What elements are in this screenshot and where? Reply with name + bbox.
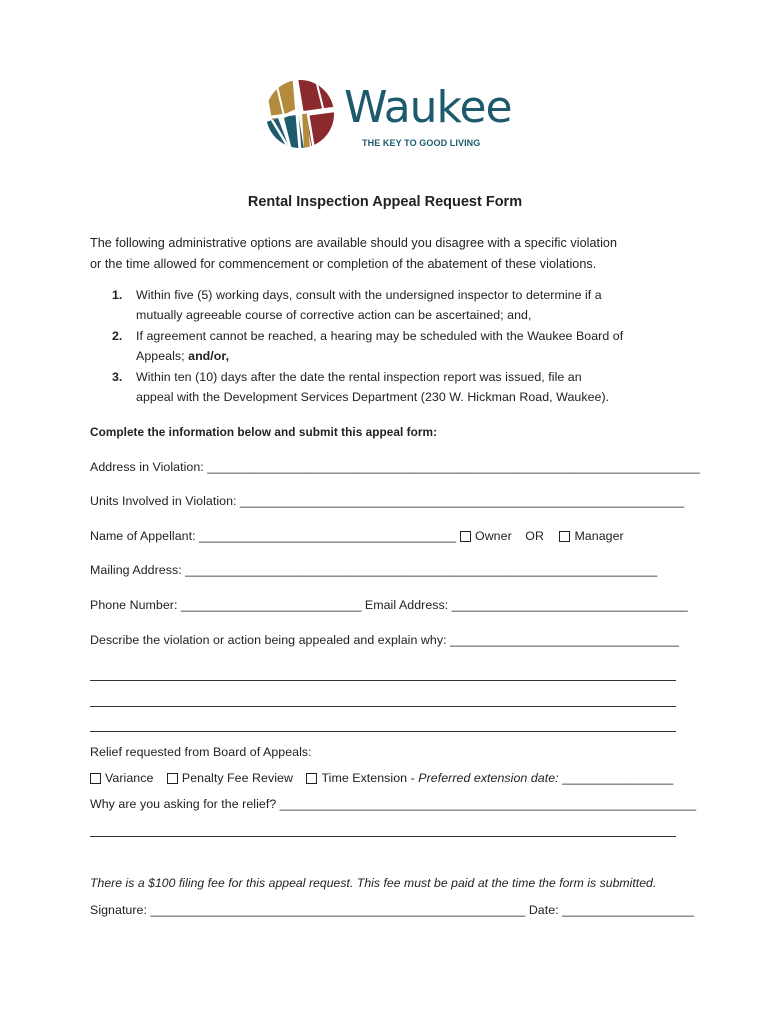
describe-line-1[interactable] <box>90 680 676 681</box>
relief-options <box>90 771 673 785</box>
extension-date-field[interactable]: ________________ <box>562 771 674 785</box>
describe-line-2[interactable] <box>90 706 676 707</box>
extension-date-label: Preferred extension date: <box>418 771 559 785</box>
signature-label: Signature: <box>90 903 147 917</box>
option-2-number: 2. <box>112 329 123 343</box>
intro-line-1: The following administrative options are available should you disagree with a specific violation <box>90 236 618 250</box>
variance-checkbox[interactable] <box>90 773 101 784</box>
address-field[interactable]: _______________________________________________________________________ <box>207 460 701 474</box>
logo-wordmark: Waukee <box>344 82 512 133</box>
owner-checkbox[interactable] <box>460 531 471 542</box>
logo-tagline: THE KEY TO GOOD LIVING <box>362 138 481 148</box>
units-field[interactable]: ________________________________________________________________ <box>240 494 685 508</box>
why-label: Why are you asking for the relief? <box>90 797 277 811</box>
option-2-line-2-text: Appeals; <box>136 349 189 363</box>
appellant-row <box>90 529 456 543</box>
extension-label: Time Extension - <box>321 771 419 785</box>
owner-label: Owner <box>475 529 512 543</box>
option-2-line-1: If agreement cannot be reached, a hearing may be scheduled with the Waukee Board of <box>136 329 624 343</box>
email-field[interactable]: __________________________________ <box>451 598 688 612</box>
appellant-field[interactable]: _____________________________________ <box>199 529 456 543</box>
date-field[interactable]: ___________________ <box>562 903 695 917</box>
why-field[interactable]: ____________________________________________________________ <box>279 797 697 811</box>
phone-label: Phone Number: <box>90 598 178 612</box>
or-label: OR <box>525 529 544 543</box>
form-title: Rental Inspection Appeal Request Form <box>247 194 523 210</box>
relief-label: Relief requested from Board of Appeals: <box>90 745 312 759</box>
signature-row <box>90 903 694 917</box>
option-2-line-2-bold: and/or, <box>188 349 230 363</box>
option-1-number: 1. <box>112 288 123 302</box>
intro-line-2: or the time allowed for commencement or completion of the abatement of these violations. <box>90 257 597 271</box>
waukee-emblem-icon <box>264 78 336 150</box>
option-2-line-2 <box>136 349 229 363</box>
option-1-line-1: Within five (5) working days, consult with the undersigned inspector to determine if a <box>136 288 602 302</box>
appellant-role-group <box>460 529 624 543</box>
mailing-label: Mailing Address: <box>90 563 182 577</box>
describe-row <box>90 633 679 647</box>
describe-line-3[interactable] <box>90 731 676 732</box>
fee-notice: There is a $100 filing fee for this appeal request. This fee must be paid at the time the form is submitted. <box>90 876 657 890</box>
why-line-2[interactable] <box>90 836 676 837</box>
variance-label: Variance <box>105 771 154 785</box>
phone-field[interactable]: __________________________ <box>180 598 362 612</box>
extension-checkbox[interactable] <box>306 773 317 784</box>
mailing-row <box>90 563 657 577</box>
address-label: Address in Violation: <box>90 460 204 474</box>
option-3-line-2: appeal with the Development Services Department (230 W. Hickman Road, Waukee). <box>136 390 610 404</box>
date-label: Date: <box>528 903 559 917</box>
units-label: Units Involved in Violation: <box>90 494 237 508</box>
email-label: Email Address: <box>364 598 449 612</box>
mailing-field[interactable]: ____________________________________________________________________ <box>185 563 658 577</box>
manager-checkbox[interactable] <box>559 531 570 542</box>
signature-field[interactable]: ______________________________________________________ <box>150 903 526 917</box>
penalty-checkbox[interactable] <box>167 773 178 784</box>
contact-row <box>90 598 688 612</box>
units-row <box>90 494 684 508</box>
instruction-text: Complete the information below and submit this appeal form: <box>90 425 438 439</box>
manager-label: Manager <box>574 529 624 543</box>
why-row <box>90 797 696 811</box>
describe-field[interactable]: _________________________________ <box>450 633 680 647</box>
appellant-label: Name of Appellant: <box>90 529 196 543</box>
describe-label: Describe the violation or action being appealed and explain why: <box>90 633 447 647</box>
option-3-number: 3. <box>112 370 123 384</box>
address-row <box>90 460 700 474</box>
penalty-label: Penalty Fee Review <box>181 771 293 785</box>
option-3-line-1: Within ten (10) days after the date the rental inspection report was issued, file an <box>136 370 582 384</box>
option-1-line-2: mutually agreeable course of corrective action can be ascertained; and, <box>136 308 532 322</box>
